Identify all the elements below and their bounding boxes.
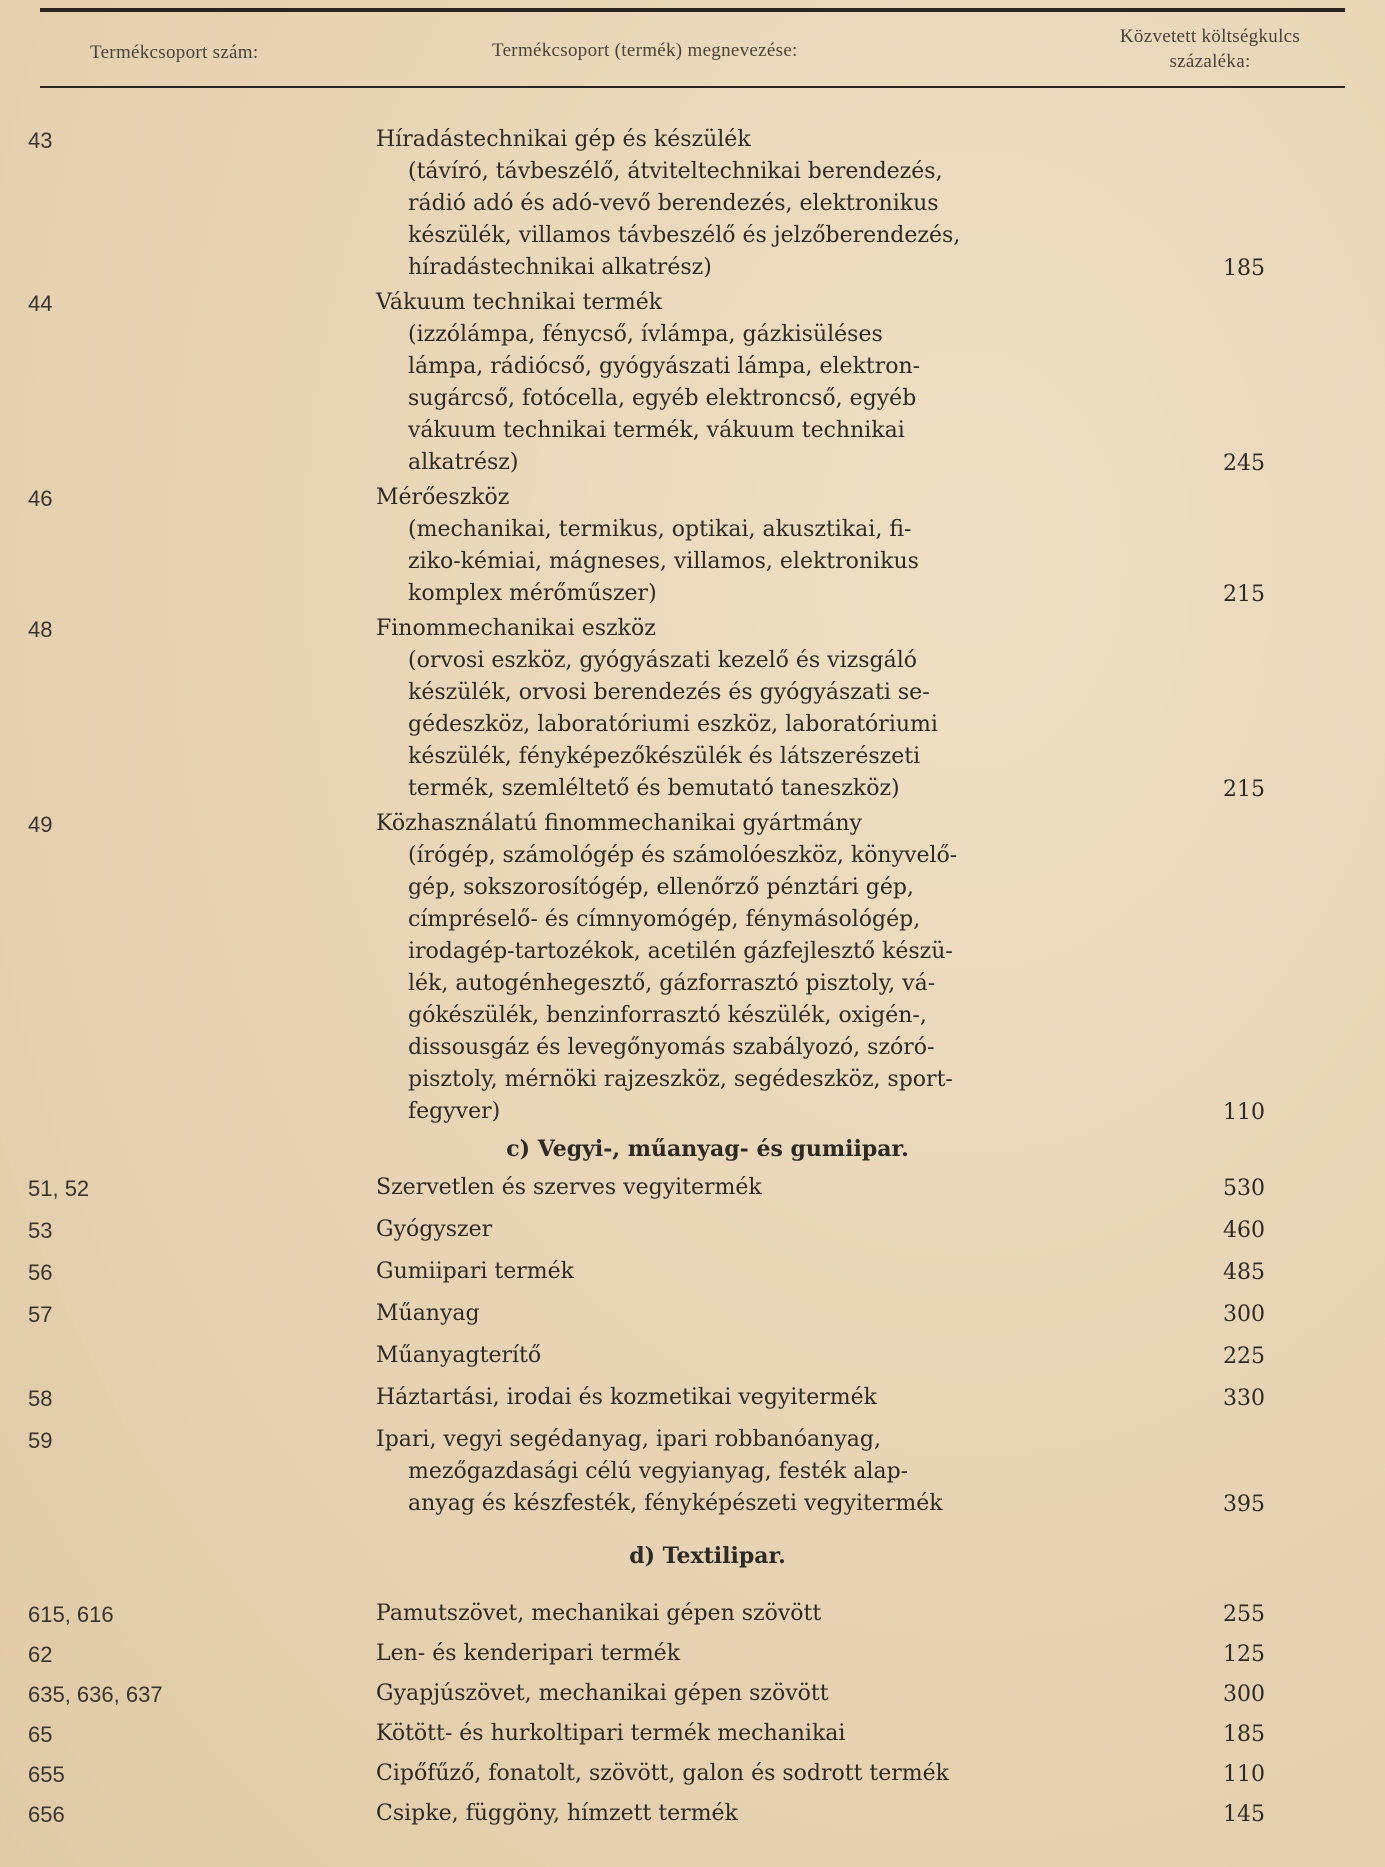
group-name bbox=[376, 1172, 1046, 1204]
column-header-percent bbox=[1060, 24, 1360, 74]
group-name-line: Finommechanikai eszköz bbox=[376, 616, 656, 641]
group-name bbox=[376, 1424, 1046, 1520]
group-percent: 300 bbox=[1223, 1302, 1265, 1327]
group-name bbox=[376, 1256, 1046, 1288]
group-number: 44 bbox=[28, 291, 53, 316]
group-name-line: Műanyagterítő bbox=[376, 1343, 542, 1368]
group-percent: 185 bbox=[1223, 1722, 1265, 1747]
group-name-line: Vákuum technikai termék bbox=[376, 290, 663, 315]
group-name-line: Gumiipari termék bbox=[376, 1259, 575, 1284]
group-name-line: dissousgáz és levegőnyomás szabályozó, szóró- bbox=[408, 1035, 935, 1060]
section-heading-d-text: d) Textilipar. bbox=[629, 1543, 786, 1569]
group-name-line: Csipke, függöny, hímzett termék bbox=[376, 1801, 738, 1826]
group-number: 49 bbox=[28, 812, 53, 837]
group-number: 58 bbox=[28, 1386, 53, 1411]
group-name-line: Közhasználatú finommechanikai gyártmány bbox=[376, 811, 862, 836]
group-number: 56 bbox=[28, 1260, 53, 1285]
group-name bbox=[376, 1298, 1046, 1330]
group-percent: 215 bbox=[1223, 582, 1265, 607]
group-percent: 395 bbox=[1223, 1492, 1265, 1517]
group-name bbox=[376, 1598, 1046, 1630]
group-name-line: Gyógyszer bbox=[376, 1217, 493, 1242]
group-name-line: Ipari, vegyi segédanyag, ipari robbanóanyag, bbox=[376, 1427, 881, 1452]
group-name-line: készülék, fényképezőkészülék és látszerészeti bbox=[408, 744, 921, 769]
group-name-line: gókészülék, benzinforrasztó készülék, oxigén-, bbox=[408, 1003, 927, 1028]
group-name-line: anyag és készfesték, fényképészeti vegyitermék bbox=[408, 1491, 943, 1516]
group-number: 48 bbox=[28, 617, 53, 642]
group-name-line: Háztartási, irodai és kozmetikai vegyitermék bbox=[376, 1385, 877, 1410]
group-number: 53 bbox=[28, 1218, 53, 1243]
group-name-line: Híradástechnikai gép és készülék bbox=[376, 127, 751, 152]
group-name-line: rádió adó és adó-vevő berendezés, elektronikus bbox=[408, 191, 939, 216]
group-name-line: Műanyag bbox=[376, 1301, 480, 1326]
group-percent: 300 bbox=[1223, 1682, 1265, 1707]
group-name-line: vákuum technikai termék, vákuum technikai bbox=[408, 418, 905, 443]
group-name-line: híradástechnikai alkatrész) bbox=[408, 255, 712, 280]
group-name-line: (mechanikai, termikus, optikai, akusztikai, fi- bbox=[408, 517, 912, 542]
group-name-line: komplex mérőműszer) bbox=[408, 581, 657, 606]
group-percent: 225 bbox=[1223, 1344, 1265, 1369]
group-name bbox=[376, 482, 1046, 610]
group-name-line: lámpa, rádiócső, gyógyászati lámpa, elektron- bbox=[408, 354, 921, 379]
group-name-line: Cipőfűző, fonatolt, szövött, galon és sodrott termék bbox=[376, 1761, 950, 1786]
group-name-line: gédeszköz, laboratóriumi eszköz, laboratóriumi bbox=[408, 712, 938, 737]
group-name bbox=[376, 1798, 1046, 1830]
section-heading-c-text: c) Vegyi-, műanyag- és gumiipar. bbox=[506, 1136, 909, 1162]
group-percent: 530 bbox=[1223, 1176, 1265, 1201]
group-percent: 245 bbox=[1223, 451, 1265, 476]
group-name-line: (izzólámpa, fénycső, ívlámpa, gázkisüléses bbox=[408, 322, 883, 347]
group-name-line: Szervetlen és szerves vegyitermék bbox=[376, 1175, 762, 1200]
group-name-line: (írógép, számológép és számolóeszköz, könyvelő- bbox=[408, 843, 958, 868]
group-name-line: Mérőeszköz bbox=[376, 485, 510, 510]
group-number: 62 bbox=[28, 1642, 53, 1667]
column-header-percent-line1: Közvetett költségkulcs bbox=[1119, 26, 1301, 47]
group-name-line: címpréselő- és címnyomógép, fénymásológép, bbox=[408, 907, 921, 932]
group-name-line: lék, autogénhegesztő, gázforrasztó pisztoly, vá- bbox=[408, 971, 936, 996]
group-percent: 110 bbox=[1223, 1100, 1265, 1125]
group-name-line: Pamutszövet, mechanikai gépen szövött bbox=[376, 1601, 822, 1626]
column-header-percent-line2: százaléka: bbox=[1169, 51, 1251, 72]
column-header-name: Termékcsoport (termék) megnevezése: bbox=[492, 40, 798, 61]
column-header-number: Termékcsoport szám: bbox=[90, 42, 259, 63]
group-number: 656 bbox=[28, 1802, 65, 1827]
group-number: 59 bbox=[28, 1428, 53, 1453]
group-name-line: készülék, orvosi berendezés és gyógyászati se- bbox=[408, 680, 930, 705]
group-number: 635, 636, 637 bbox=[28, 1682, 163, 1707]
group-name-line: (orvosi eszköz, gyógyászati kezelő és vizsgáló bbox=[408, 648, 918, 673]
top-rule bbox=[40, 8, 1345, 12]
group-name bbox=[376, 1718, 1046, 1750]
section-heading-c bbox=[0, 1136, 1385, 1162]
group-name bbox=[376, 1340, 1046, 1372]
group-name-line: fegyver) bbox=[408, 1099, 501, 1124]
group-percent: 110 bbox=[1223, 1762, 1265, 1787]
section-heading-d bbox=[0, 1543, 1385, 1569]
group-percent: 215 bbox=[1223, 777, 1265, 802]
group-number: 615, 616 bbox=[28, 1602, 114, 1627]
group-percent: 125 bbox=[1223, 1642, 1265, 1667]
group-number: 65 bbox=[28, 1722, 53, 1747]
group-number: 43 bbox=[28, 128, 53, 153]
group-name-line: ziko-kémiai, mágneses, villamos, elektronikus bbox=[408, 549, 919, 574]
group-percent: 485 bbox=[1223, 1260, 1265, 1285]
group-name-line: sugárcső, fotócella, egyéb elektroncső, egyéb bbox=[408, 386, 917, 411]
group-number: 51, 52 bbox=[28, 1176, 90, 1201]
group-name bbox=[376, 613, 1046, 805]
group-name-line: irodagép-tartozékok, acetilén gázfejlesztő készü- bbox=[408, 939, 953, 964]
group-percent: 145 bbox=[1223, 1802, 1265, 1827]
group-name bbox=[376, 1638, 1046, 1670]
group-name-line: Len- és kenderipari termék bbox=[376, 1641, 681, 1666]
group-number: 57 bbox=[28, 1302, 53, 1327]
header-rule bbox=[40, 86, 1345, 88]
group-name-line: (távíró, távbeszélő, átviteltechnikai berendezés, bbox=[408, 159, 943, 184]
group-percent: 460 bbox=[1223, 1218, 1265, 1243]
group-percent: 330 bbox=[1223, 1386, 1265, 1411]
group-name bbox=[376, 1678, 1046, 1710]
group-name-line: alkatrész) bbox=[408, 450, 519, 475]
group-name-line: Gyapjúszövet, mechanikai gépen szövött bbox=[376, 1681, 829, 1706]
group-name bbox=[376, 287, 1046, 479]
group-name-line: pisztoly, mérnöki rajzeszköz, segédeszköz, sport- bbox=[408, 1067, 953, 1092]
group-name-line: készülék, villamos távbeszélő és jelzőberendezés, bbox=[408, 223, 961, 248]
group-name bbox=[376, 124, 1046, 284]
group-name-line: termék, szemléltető és bemutató taneszköz) bbox=[408, 776, 900, 801]
group-name-line: gép, sokszorosítógép, ellenőrző pénztári gép, bbox=[408, 875, 914, 900]
group-name bbox=[376, 808, 1046, 1128]
group-name bbox=[376, 1758, 1046, 1790]
group-percent: 255 bbox=[1223, 1602, 1265, 1627]
group-number: 46 bbox=[28, 486, 53, 511]
group-name bbox=[376, 1214, 1046, 1246]
group-percent: 185 bbox=[1223, 256, 1265, 281]
group-name-line: Kötött- és hurkoltipari termék mechanikai bbox=[376, 1721, 846, 1746]
group-name-line: mezőgazdasági célú vegyianyag, festék alap- bbox=[408, 1459, 909, 1484]
group-number: 655 bbox=[28, 1762, 65, 1787]
group-name bbox=[376, 1382, 1046, 1414]
